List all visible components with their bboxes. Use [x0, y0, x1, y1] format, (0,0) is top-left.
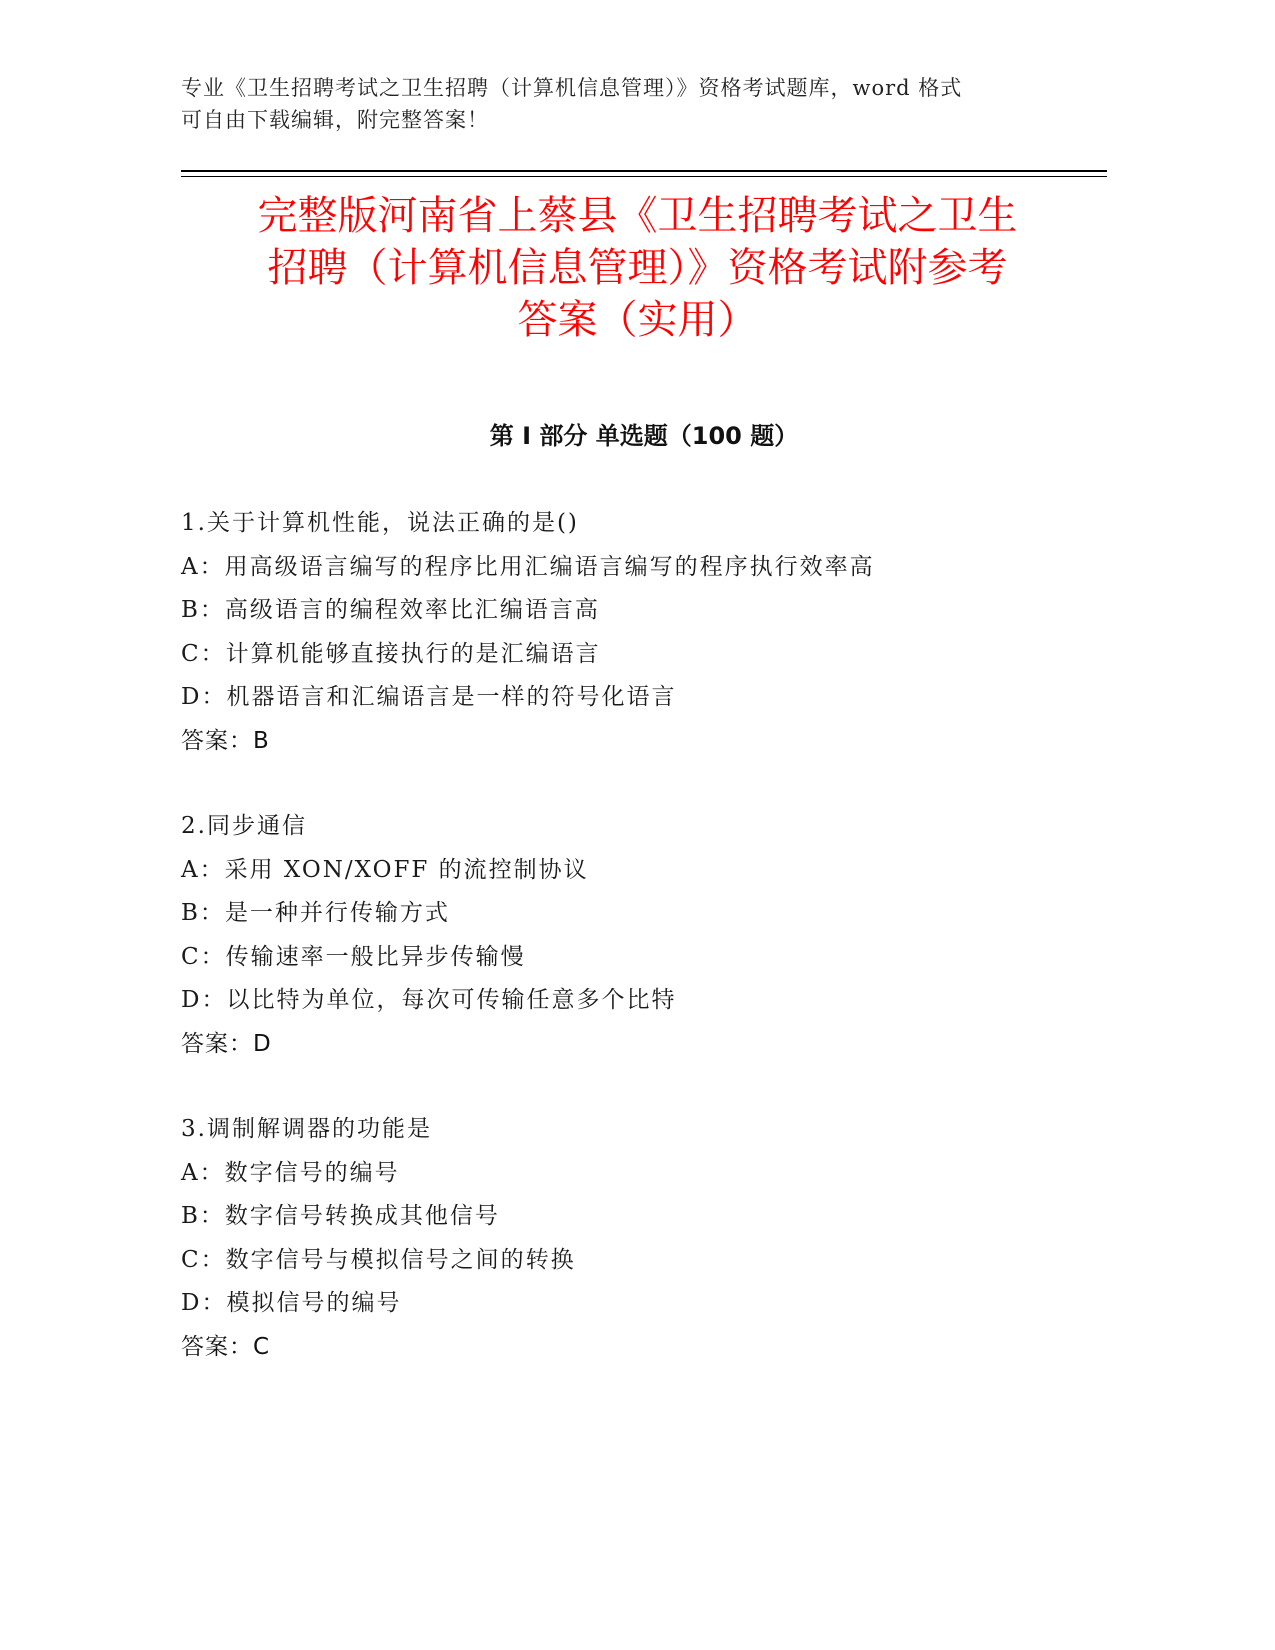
option-d: D：以比特为单位，每次可传输任意多个比特 — [181, 987, 677, 1013]
option-b: B：数字信号转换成其他信号 — [181, 1203, 500, 1229]
option-a: A：数字信号的编号 — [181, 1159, 400, 1186]
option-c: C：传输速率一般比异步传输慢 — [181, 943, 526, 970]
option-a: A：采用 XON/XOFF 的流控制协议 — [181, 856, 589, 883]
option-d: D：模拟信号的编号 — [181, 1290, 402, 1316]
option-a: A：用高级语言编写的程序比用汇编语言编写的程序执行效率高 — [181, 553, 875, 580]
question-stem: 2.同步通信 — [181, 813, 307, 839]
question-list — [181, 502, 1081, 1411]
question-item — [181, 502, 1081, 763]
option-b: B：高级语言的编程效率比汇编语言高 — [181, 597, 600, 623]
question-stem: 1.关于计算机性能，说法正确的是() — [181, 510, 579, 536]
option-c: C：计算机能够直接执行的是汇编语言 — [181, 640, 601, 667]
question-item — [181, 1108, 1081, 1369]
document-title-line-1: 完整版河南省上蔡县《卫生招聘考试之卫生 — [257, 193, 1018, 239]
document-title-line-2: 招聘（计算机信息管理）》资格考试附参考 — [267, 245, 1008, 291]
option-b: B：是一种并行传输方式 — [181, 900, 450, 926]
document-title — [170, 190, 1105, 346]
header-note — [181, 72, 1041, 136]
option-c: C：数字信号与模拟信号之间的转换 — [181, 1246, 576, 1273]
answer-key: 答案：B — [181, 727, 270, 754]
header-note-line-1: 专业《卫生招聘考试之卫生招聘（计算机信息管理）》资格考试题库，word 格式 — [181, 76, 963, 100]
question-stem: 3.调制解调器的功能是 — [181, 1116, 432, 1142]
answer-key: 答案：C — [181, 1333, 271, 1360]
header-divider-thin — [181, 176, 1107, 177]
answer-key: 答案：D — [181, 1030, 272, 1057]
header-divider-thick — [181, 170, 1107, 172]
option-d: D：机器语言和汇编语言是一样的符号化语言 — [181, 684, 677, 710]
question-item — [181, 805, 1081, 1066]
header-note-line-2: 可自由下载编辑，附完整答案！ — [181, 108, 489, 132]
document-title-line-3: 答案（实用） — [517, 297, 758, 343]
section-heading: 第 I 部分 单选题（100 题） — [489, 422, 799, 450]
